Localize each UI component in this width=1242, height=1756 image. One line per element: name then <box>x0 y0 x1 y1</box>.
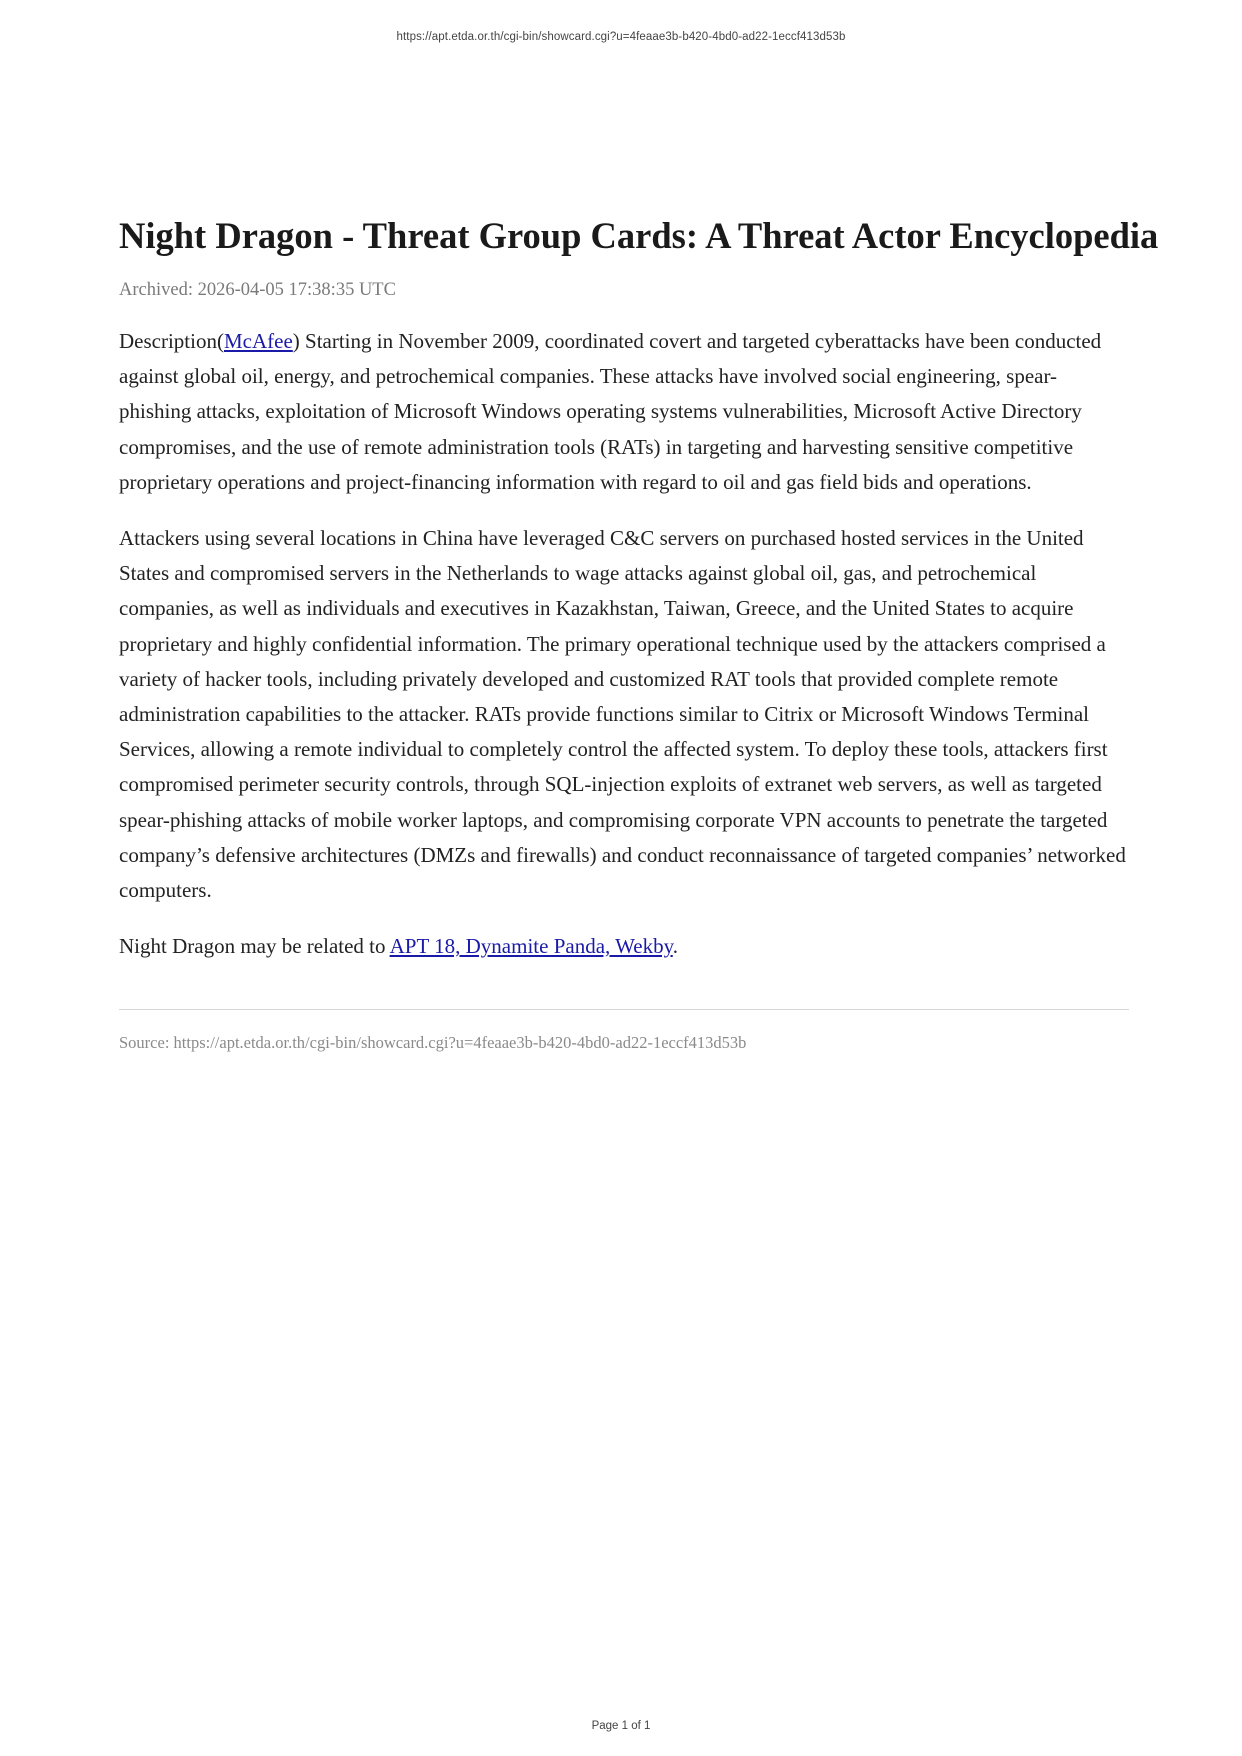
mcafee-link[interactable]: McAfee <box>223 329 293 353</box>
related-prefix: Night Dragon may be related to <box>119 934 390 959</box>
related-groups-link[interactable]: APT 18, Dynamite Panda, Wekby <box>389 934 673 959</box>
divider <box>119 1009 1129 1010</box>
description-prefix: Description( <box>119 329 224 353</box>
page-title: Night Dragon - Threat Group Cards: A Threat Actor Encyclopedia <box>119 215 1159 256</box>
attackers-paragraph: Attackers using several locations in China have leveraged C&C servers on purchased hosted services in the United States and compromised servers in the Netherlands to wage attacks against global oil, gas, and petrochemical companies, as well as individuals and executives in Kazakhstan, Taiwan, Greece, and the United States to acquire proprietary and highly confidential information. The primary operational technique used by the attackers comprised a variety of hacker tools, including privately developed and customized RAT tools that provided complete remote administration capabilities to the attacker. RATs provide functions similar to Citrix or Microsoft Windows Terminal Services, allowing a remote individual to completely control the affected system. To deploy these tools, attackers first compromised perimeter security controls, through SQL-injection exploits of extranet web servers, as well as targeted spear-phishing attacks of mobile worker laptops, and compromising corporate VPN accounts to penetrate the targeted company’s defensive architectures (DMZs and firewalls) and conduct reconnaissance of targeted companies’ networked computers. <box>119 526 1126 903</box>
description-paragraph <box>119 324 1129 500</box>
related-suffix: . <box>672 934 678 959</box>
page-header-url: https://apt.etda.or.th/cgi-bin/showcard.cgi?u=4feaae3b-b420-4bd0-ad22-1eccf413d53b <box>396 31 846 43</box>
archived-timestamp: Archived: 2026-04-05 17:38:35 UTC <box>119 280 396 300</box>
article <box>119 212 1159 1054</box>
source-line: Source: https://apt.etda.or.th/cgi-bin/showcard.cgi?u=4feaae3b-b420-4bd0-ad22-1eccf413d53b <box>119 1033 747 1053</box>
related-paragraph <box>119 929 1129 964</box>
page-number: Page 1 of 1 <box>591 1720 651 1732</box>
description-text: ) Starting in November 2009, coordinated covert and targeted cyberattacks have been conducted against global oil, energy, and petrochemical companies. These attacks have involved social engineering, spear-phishing attacks, exploitation of Microsoft Windows operating systems vulnerabilities, Microsoft Active Directory compromises, and the use of remote administration tools (RATs) in targeting and harvesting sensitive competitive proprietary operations and project-financing information with regard to oil and gas field bids and operations. <box>119 329 1102 494</box>
